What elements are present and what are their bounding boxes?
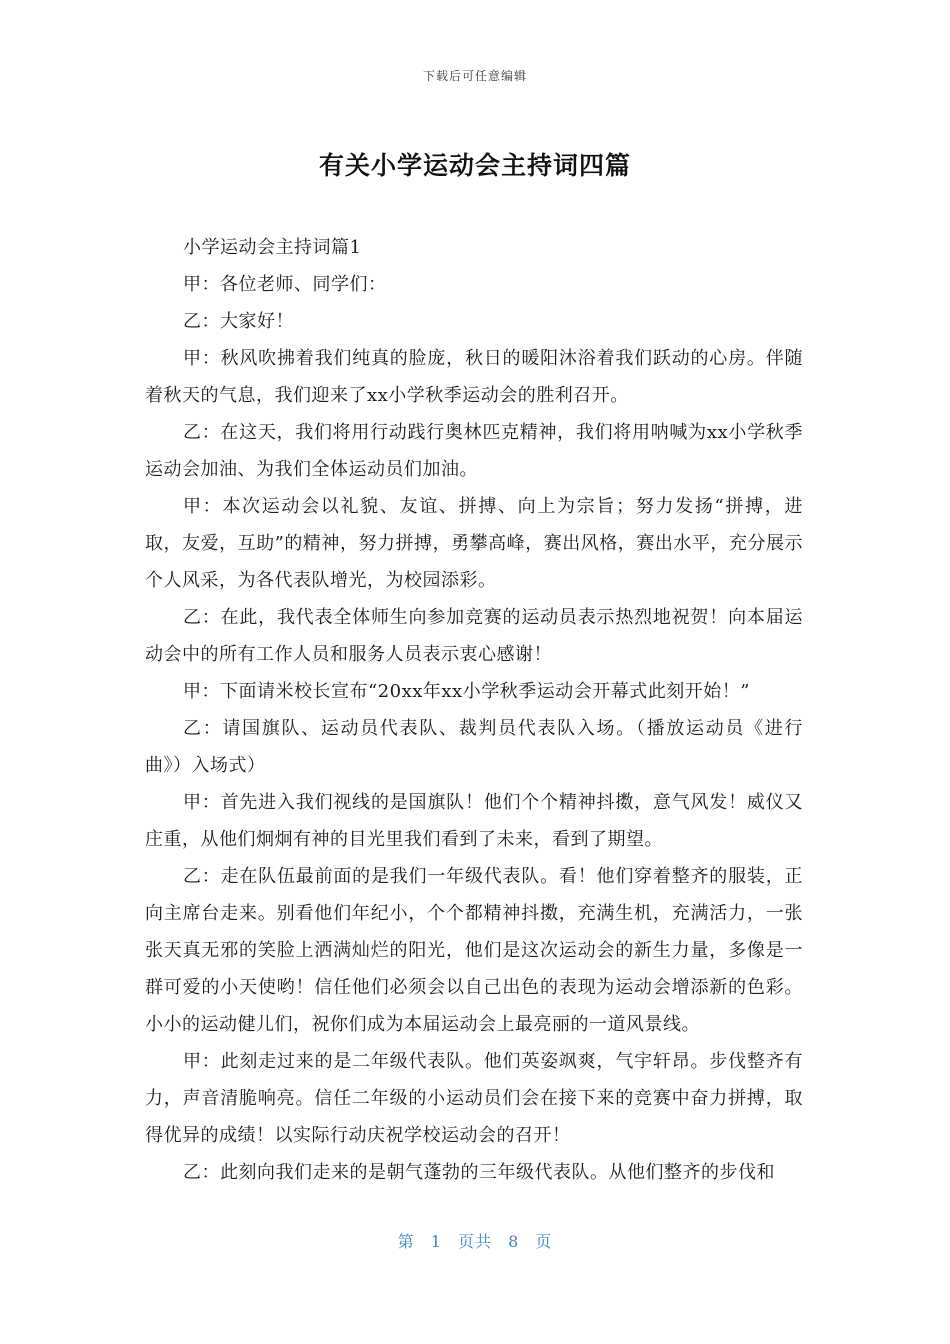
paragraph: 乙：在此，我代表全体师生向参加竞赛的运动员表示热烈地祝贺！向本届运动会中的所有工作人员和服务人员表示衷心感谢！ (145, 607, 803, 665)
paragraph: 乙：请国旗队、运动员代表队、裁判员代表队入场。（播放运动员《进行曲》）入场式） (145, 718, 803, 776)
paragraph: 甲：首先进入我们视线的是国旗队！他们个个精神抖擞，意气风发！威仪又庄重，从他们炯炯有神的目光里我们看到了未来，看到了期望。 (145, 792, 803, 850)
paragraph: 甲：本次运动会以礼貌、友谊、拼搏、向上为宗旨；努力发扬“拼搏，进取，友爱，互助”的精神，努力拼搏，勇攀高峰，赛出风格，赛出水平，充分展示个人风采，为各代表队增光，为校园添彩。 (145, 496, 803, 591)
page-number-footer: 第 1 页共 8 页 (397, 1232, 553, 1251)
paragraph: 甲：秋风吹拂着我们纯真的脸庞，秋日的暖阳沐浴着我们跃动的心房。伴随着秋天的气息，我们迎来了xx小学秋季运动会的胜利召开。 (145, 348, 803, 406)
paragraph: 甲：此刻走过来的是二年级代表队。他们英姿飒爽，气宇轩昂。步伐整齐有力，声音清脆响亮。信任二年级的小运动员们会在接下来的竞赛中奋力拼搏，取得优异的成绩！以实际行动庆祝学校运动会的召开！ (145, 1051, 803, 1146)
paragraph: 小学运动会主持词篇1 (183, 237, 362, 258)
paragraph: 乙：大家好！ (183, 311, 294, 332)
paragraph: 乙：走在队伍最前面的是我们一年级代表队。看！他们穿着整齐的服装，正向主席台走来。别看他们年纪小，个个都精神抖擞，充满生机，充满活力，一张张天真无邪的笑脸上洒满灿烂的阳光，他们是这次运动会的新生力量，多像是一群可爱的小天使哟！信任他们必须会以自己出色的表现为运动会增添新的色彩。小小的运动健儿们，祝你们成为本届运动会上最亮丽的一道风景线。 (145, 866, 803, 1035)
paragraph: 乙：此刻向我们走来的是朝气蓬勃的三年级代表队。从他们整齐的步伐和 (183, 1162, 775, 1183)
paragraph: 甲：下面请米校长宣布“20xx年xx小学秋季运动会开幕式此刻开始！” (183, 681, 750, 702)
header-note: 下载后可任意编辑 (422, 69, 527, 83)
paragraph: 乙：在这天，我们将用行动践行奥林匹克精神，我们将用呐喊为xx小学秋季运动会加油、为我们全体运动员们加油。 (145, 422, 803, 480)
document-title: 有关小学运动会主持词四篇 (318, 151, 631, 180)
document-body (145, 229, 803, 1191)
paragraph: 甲：各位老师、同学们： (183, 274, 387, 295)
